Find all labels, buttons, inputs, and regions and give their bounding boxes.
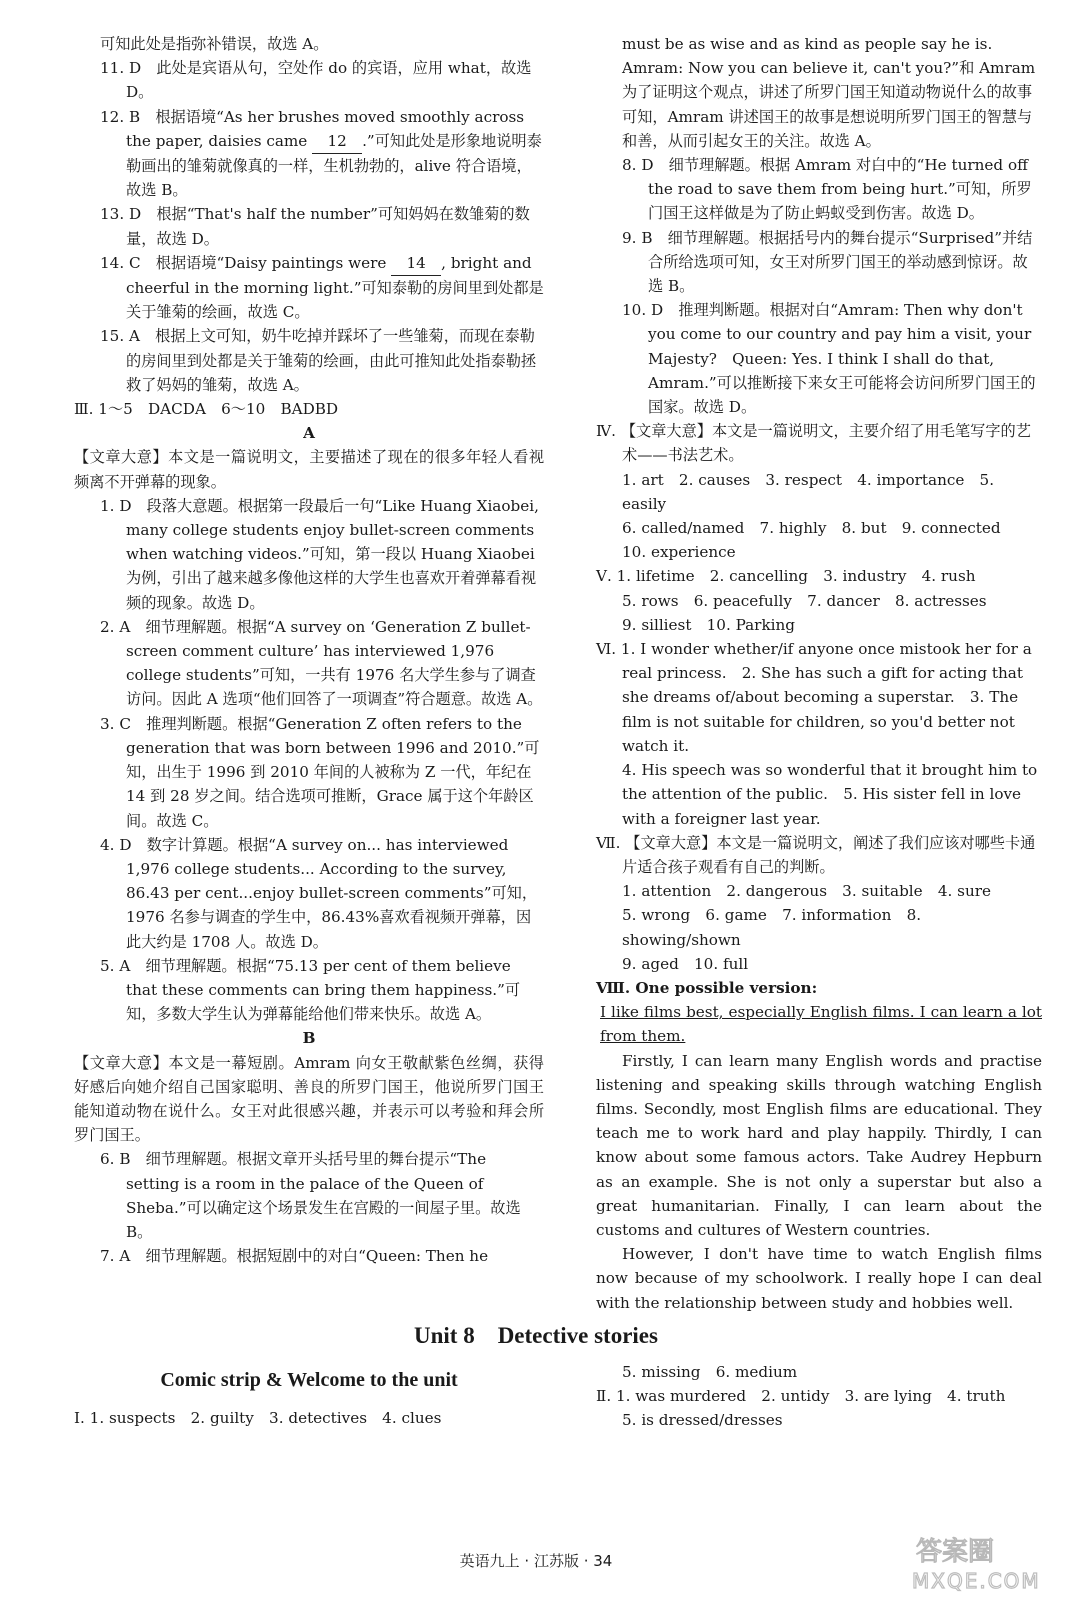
right-answers: [596, 32, 1042, 976]
right-block-2: 9. B 细节理解题。根据括号内的舞台提示“Surprised”并结合所给选项可知，女王对所罗门国王的举动感到惊讶。故选 B。: [622, 228, 1033, 296]
lesson-right: [596, 1360, 1042, 1432]
right-block-0: must be as wise and as kind as people say he is. Amram: Now you can believe it, can't you?”和 Amram 为了证明这个观点，讲述了所罗门国王知道动物说什么的故事可知，Amram 讲述国王的故事是想说明所罗门国王的智慧与和善，从而引起女王的关注。故选 A。: [622, 35, 1036, 150]
blank-number: 12: [312, 129, 362, 154]
page-footer: 英语九上 · 江苏版 · 34: [459, 1552, 613, 1570]
right-block-6: 6. called/named 7. highly 8. but 9. connected: [622, 519, 1001, 538]
left-block-12: 4. D 数字计算题。根据“A survey on... has interviewed 1,976 college students... According to the survey, 86.43 per cent...enjoy bullet-screen comments”可知，1976 名参与调查的学生中，86.43%喜欢看视频开弹幕，因此大约是 1708 人。故选 D。: [100, 835, 538, 951]
right-block-5: 1. art 2. causes 3. respect 4. importance 5. easily: [622, 470, 995, 513]
left-block-13: 5. A 细节理解题。根据“75.13 per cent of them believe that these comments can bring them happiness.”可知，多数大学生认为弹幕能给他们带来快乐。故选 A。: [100, 956, 521, 1024]
lesson-left-line-0: Ⅰ. 1. suspects 2. guilty 3. detectives 4. clues: [74, 1409, 442, 1427]
right-block-12: 4. His speech was so wonderful that it brought him to the attention of the public. 5. His sister fell in love with a foreigner last year.: [622, 761, 1038, 828]
right-block-15: 5. wrong 6. game 7. information 8. showing/shown: [622, 906, 922, 949]
left-block-4: 14. C 根据语境“Daisy paintings were 14 , bright and cheerful in the morning light.”可知泰勒的房间里到处都是关于雏菊的绘画，故选 C。: [74, 251, 544, 325]
left-block-6: Ⅲ. 1～5 DACDA 6～10 BADBD: [74, 400, 339, 419]
left-block-10: 2. A 细节理解题。根据“A survey on ‘Generation Z bullet-screen comment culture’ has interviewed 1,976 college students”可知，一共有 1976 名大学生参与了调查访问。因此 A 选项“他们回答了一项调查”符合题意。故选 A。: [100, 617, 543, 709]
left-block-9: 1. D 段落大意题。根据第一段最后一句“Like Huang Xiaobei, many college students enjoy bullet-screen comments when watching videos.”可知，第一段以 Huang Xiaobei 为例，引出了越来越多像他这样的大学生也喜欢开着弹幕看视频的现象。故选 D。: [100, 496, 539, 612]
right-column: [596, 32, 1042, 1315]
right-block-9: 5. rows 6. peacefully 7. dancer 8. actresses: [622, 591, 987, 610]
watermark-bottom: MXQE.COM: [912, 1569, 1041, 1593]
essay-paragraph-0: Firstly, I can learn many English words and practise listening and speaking skills through watching English films. Secondly, most English films are educational. They teach me to work hard and play happily. Thirdly, I can know about some famous actors. Take Audrey Hepburn as an example. She is not only a superstar but also a great humanitarian. Finally, I can learn about the customs and cultures of Western countries.: [596, 1051, 1042, 1239]
essay-label: Ⅷ. One possible version:: [596, 978, 818, 997]
unit-title: Unit 8 Detective stories: [414, 1323, 658, 1348]
left-block-14: B: [302, 1029, 316, 1048]
essay-paragraph-1: However, I don't have time to watch English films now because of my schoolwork. I really hope I can deal with the relationship between study and hobbies well.: [596, 1245, 1042, 1312]
essay-topic: I like films best, especially English films. I can learn a lot from them.: [600, 1003, 1042, 1046]
left-block-15: 【文章大意】本文是一幕短剧。Amram 向女王敬献紫色丝绸，获得好感后向她介绍自己国家聪明、善良的所罗门国王，他说所罗门国王能知道动物在说什么。女王对此很感兴趣，并表示可以考验和拜会所罗门国王。: [74, 1053, 544, 1145]
left-block-0: 可知此处是指弥补错误，故选 A。: [100, 35, 329, 53]
right-block-1: 8. D 细节理解题。根据 Amram 对白中的“He turned off the road to save them from being hurt.”可知，所罗门国王这样做是为了防止蚂蚁受到伤害。故选 D。: [622, 156, 1032, 223]
right-block-13: Ⅶ. 【文章大意】本文是一篇说明文，阐述了我们应该对哪些卡通片适合孩子观看有自己的判断。: [596, 833, 1036, 876]
right-block-11: Ⅵ. 1. I wonder whether/if anyone once mistook her for a real princess. 2. She has such a gift for acting that she dreams of/about becoming a superstar. 3. The film is not suitable for children, so you'd better not watch it.: [596, 640, 1032, 755]
left-block-7: A: [303, 424, 315, 443]
left-block-17: 7. A 细节理解题。根据短剧中的对白“Queen: Then he: [100, 1247, 489, 1266]
lesson-right-line-2: 5. is dressed/dresses: [622, 1411, 783, 1429]
left-block-3: 13. D 根据“That's half the number”可知妈妈在数雏菊的数量，故选 D。: [100, 205, 530, 248]
left-block-1: 11. D 此处是宾语从句，空处作 do 的宾语，应用 what，故选 D。: [100, 59, 532, 102]
right-block-3: 10. D 推理判断题。根据对白“Amram: Then why don't you come to our country and pay him a visit, your Majesty? Queen: Yes. I think I shall do that, Amram.”可以推断接下来女王可能将会访问所罗门国王的国家。故选 D。: [622, 301, 1036, 417]
right-block-16: 9. aged 10. full: [622, 954, 749, 973]
blank-number: 14: [391, 251, 441, 276]
lesson-left-answers: [74, 1406, 544, 1430]
right-block-14: 1. attention 2. dangerous 3. suitable 4. sure: [622, 882, 991, 901]
watermark-top: 答案圈: [916, 1537, 995, 1567]
lesson-right-line-0: 5. missing 6. medium: [622, 1363, 798, 1381]
left-block-11: 3. C 推理判断题。根据“Generation Z often refers to the generation that was born between 1996 and 2010.”可知，出生于 1996 到 2010 年间的人被称为 Z 一代，年纪在 14 到 28 岁之间。结合选项可推断，Grace 属于这个年龄区间。故选 C。: [100, 714, 540, 830]
left-block-5: 15. A 根据上文可知，奶牛吃掉并踩坏了一些雏菊，而现在泰勒的房间里到处都是关于雏菊的绘画，由此可推知此处指泰勒拯救了妈妈的雏菊，故选 A。: [100, 327, 537, 394]
right-block-10: 9. silliest 10. Parking: [622, 615, 796, 634]
right-block-7: 10. experience: [622, 543, 736, 562]
lesson-right-line-1: Ⅱ. 1. was murdered 2. untidy 3. are lying 4. truth: [596, 1387, 1006, 1405]
right-block-4: Ⅳ. 【文章大意】本文是一篇说明文，主要介绍了用毛笔写字的艺术——书法艺术。: [596, 422, 1031, 465]
lesson-left: [74, 1360, 544, 1430]
essay-section: [596, 976, 1042, 1315]
lesson-title: Comic strip & Welcome to the unit: [160, 1369, 458, 1391]
left-block-2: 12. B 根据语境“As her brushes moved smoothly across the paper, daisies came 12 .”可知此处是形象地说明泰勒画出的雏菊就像真的一样，生机勃勃的，alive 符合语境，故选 B。: [100, 107, 542, 200]
right-block-8: Ⅴ. 1. lifetime 2. cancelling 3. industry 4. rush: [596, 567, 976, 586]
left-block-16: 6. B 细节理解题。根据文章开头括号里的舞台提示“The setting is a room in the palace of the Queen of Sheba.”可以确定这个场景发生在宫殿的一间屋子里。故选 B。: [100, 1150, 521, 1241]
watermark-logo: [904, 1532, 1054, 1594]
left-block-8: 【文章大意】本文是一篇说明文，主要描述了现在的很多年轻人看视频离不开弹幕的现象。: [74, 448, 544, 491]
essay-body: [596, 1049, 1042, 1315]
left-column: [74, 32, 544, 1268]
